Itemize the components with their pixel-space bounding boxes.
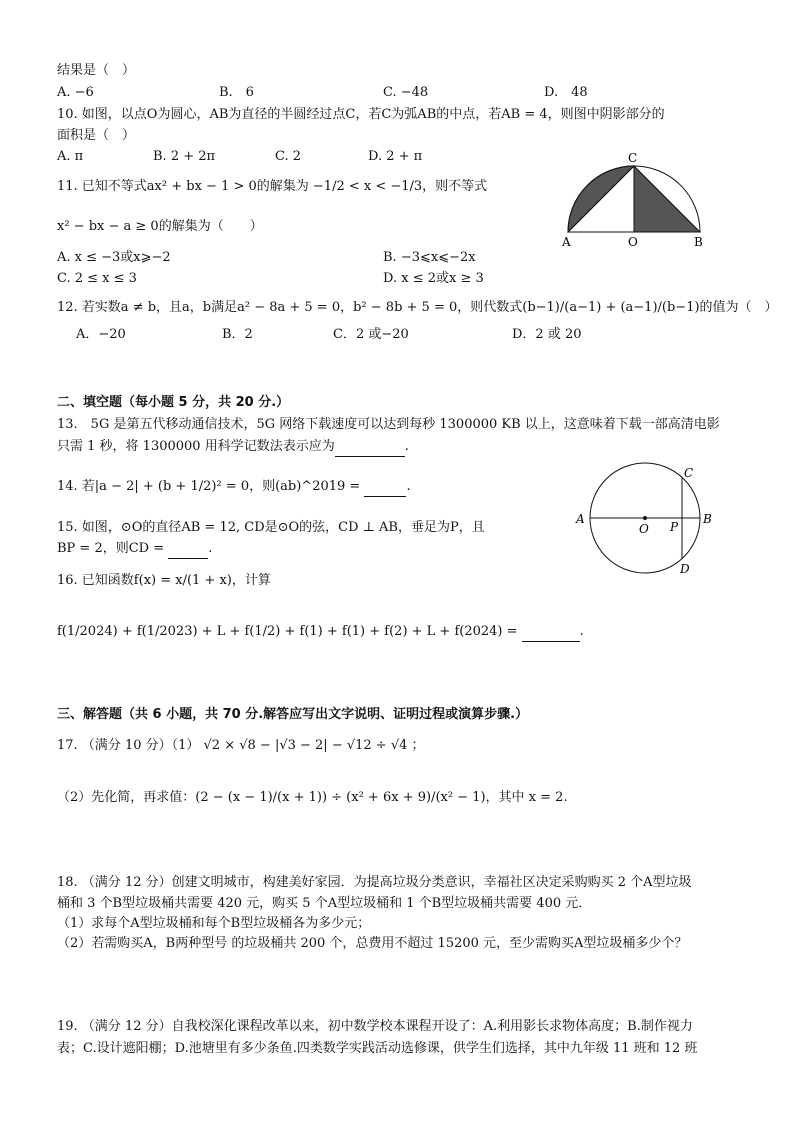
q10-label-c: C [628, 151, 638, 165]
q18-part2: （2）若需购买A，B两种型号 的垃圾桶共 200 个，总费用不超过 15200 元，至少需购买A型垃圾桶多少个？ [57, 936, 688, 951]
q11-stem-line1: 11. 已知不等式ax² + bx − 1 > 0的解集为 −1/2 < x < −1/3，则不等式 [57, 179, 488, 194]
q16-stem-line2-text: f(1/2024) + f(1/2023) + L + f(1/2) + f(1) + f(1) + f(2) + L + f(2024) = [57, 624, 518, 639]
q15-stem-line1: 15. 如图，⊙O的直径AB = 12, CD是⊙O的弦，CD ⊥ AB，垂足为P，且 [57, 520, 485, 535]
q15-circle-figure [566, 452, 726, 584]
q10-shaded-right [634, 166, 700, 232]
q10-semicircle-figure [560, 148, 710, 248]
q17-part1: 17. （满分 10 分）（1） √2 × √8 − |√3 − 2| − √12 ÷ √4 ； [57, 738, 425, 753]
q13-stem-line2: 只需 1 秒，将 1300000 用科学记数法表示应为 . [57, 438, 409, 457]
q14-stem: 14. 若|a − 2| + (b + 1/2)² = 0，则(ab)^2019 = . [57, 478, 411, 497]
q15-answer-blank[interactable] [168, 540, 208, 559]
section2-heading: 二、填空题（每小题 5 分，共 20 分.） [57, 395, 290, 410]
q9-option-d: D. 48 [544, 85, 588, 100]
q17-part2: （2）先化简，再求值：(2 − (x − 1)/(x + 1)) ÷ (x² + 6x + 9)/(x² − 1)，其中 x = 2. [57, 790, 568, 805]
q9-stem-tail: 结果是（ ） [57, 63, 136, 78]
q18-part1: （1）求每个A型垃圾桶和每个B型垃圾桶各为多少元； [57, 916, 371, 931]
q9-option-b: B. 6 [219, 85, 254, 100]
q11-stem-line2: x² − bx − a ≥ 0的解集为（ ） [57, 219, 263, 234]
q12-option-a: A．−20 [76, 327, 126, 342]
q11-option-b: B. −3⩽x⩽−2x [383, 250, 476, 265]
q16-answer-blank[interactable] [522, 623, 580, 642]
q14-stem-text: 14. 若|a − 2| + (b + 1/2)² = 0，则(ab)^2019 = [57, 479, 361, 494]
q12-option-b: B．2 [222, 327, 253, 342]
section3-heading: 三、解答题（共 6 小题，共 70 分.解答应写出文字说明、证明过程或演算步骤.） [57, 707, 529, 722]
q10-option-b: B. 2 + 2π [153, 149, 216, 164]
q13-stem-line2-text: 只需 1 秒，将 1300000 用科学记数法表示应为 [57, 439, 335, 454]
q15-stem-line2-text: BP = 2，则CD = [57, 541, 165, 556]
q10-option-d: D. 2 + π [368, 149, 423, 164]
q10-stem-line2: 面积是（ ） [57, 128, 136, 143]
q14-answer-blank[interactable] [364, 478, 406, 497]
q11-option-d: D. x ≤ 2或x ≥ 3 [383, 271, 484, 286]
q10-label-a: A [562, 235, 571, 248]
q15-stem-line2: BP = 2，则CD = . [57, 540, 212, 559]
q10-option-c: C. 2 [275, 149, 302, 164]
q19-stem-line2: 表；C.设计遮阳棚；D.池塘里有多少条鱼.四类数学实践活动选修课，供学生们选择，其中九年级 11 班和 12 班 [57, 1041, 698, 1056]
q12-option-c: C．2 或−20 [333, 327, 409, 342]
q16-stem-line2: f(1/2024) + f(1/2023) + L + f(1/2) + f(1) + f(1) + f(2) + L + f(2024) = . [57, 623, 584, 642]
q11-option-c: C. 2 ≤ x ≤ 3 [57, 271, 137, 286]
q15-label-d: D [680, 562, 690, 576]
q13-stem-line1: 13. 5G 是第五代移动通信技术，5G 网络下载速度可以达到每秒 1300000 KB 以上，这意味着下载一部高清电影 [57, 417, 720, 432]
q15-label-a: A [576, 512, 585, 526]
q19-stem-line1: 19. （满分 12 分）自我校深化课程改革以来，初中数学校本课程开设了：A.利用影长求物体高度；B.制作视力 [57, 1019, 693, 1034]
q10-option-a: A. π [57, 149, 84, 164]
q18-stem-line1: 18. （满分 12 分）创建文明城市，构建美好家园．为提高垃圾分类意识，幸福社区决定采购购买 2 个A型垃圾 [57, 875, 692, 890]
q15-label-c: C [684, 466, 694, 480]
q13-answer-blank[interactable] [335, 438, 405, 457]
q12-stem-line1: 12. 若实数a ≠ b，且a，b满足a² − 8a + 5 = 0，b² − 8b + 5 = 0，则代数式(b−1)/(a−1) + (a−1)/(b−1)的值为（ ） [57, 300, 778, 315]
q11-option-a: A. x ≤ −3或x⩾−2 [57, 250, 171, 265]
q10-label-b: B [694, 235, 703, 248]
q10-label-o: O [628, 235, 638, 248]
q9-option-a: A. −6 [57, 85, 94, 100]
q12-option-d: D．2 或 20 [512, 327, 582, 342]
q15-label-o: O [639, 522, 649, 536]
q9-option-c: C. −48 [383, 85, 429, 100]
q18-stem-line2: 桶和 3 个B型垃圾桶共需要 420 元，购买 5 个A型垃圾桶和 1 个B型垃圾桶共需要 400 元． [57, 896, 592, 911]
q15-label-b: B [703, 512, 712, 526]
q10-stem-line1: 10. 如图，以点O为圆心，AB为直径的半圆经过点C，若C为弧AB的中点，若AB = 4，则图中阴影部分的 [57, 107, 665, 122]
q15-label-p: P [670, 520, 679, 534]
q16-stem-line1: 16. 已知函数f(x) = x/(1 + x)，计算 [57, 573, 271, 588]
